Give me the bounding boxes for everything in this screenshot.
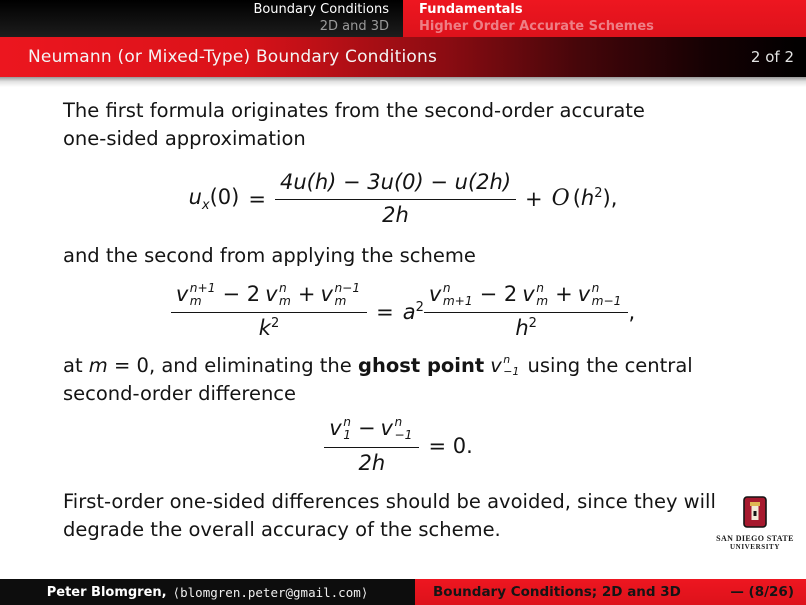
eq2-coefficient: $a^2$ bbox=[402, 299, 424, 324]
footer-deck-title: Boundary Conditions; 2D and 3D bbox=[433, 584, 681, 600]
equation-central-difference bbox=[63, 416, 743, 476]
equation-one-sided-approximation bbox=[63, 170, 743, 228]
title-bar-shadow bbox=[0, 77, 806, 87]
equals-sign: = bbox=[376, 299, 394, 324]
nav-section-boundary-conditions bbox=[0, 0, 403, 37]
paragraph-conclusion: First-order one-sided differences should be avoided, since they will degrade the overall accuracy of the scheme. bbox=[63, 489, 716, 541]
comma: , bbox=[628, 299, 636, 324]
equals-sign: = bbox=[248, 186, 266, 211]
eq1-lhs: $u_x(0)$ bbox=[188, 184, 240, 213]
nav-subsection-title: Higher Order Accurate Schemes bbox=[419, 19, 654, 34]
top-navigation-bar bbox=[0, 0, 806, 37]
footer-deck-section bbox=[415, 579, 806, 605]
sdsu-logo-text-line2: UNIVERSITY bbox=[730, 543, 780, 551]
frame-page-indicator: 2 of 2 bbox=[750, 48, 794, 66]
sdsu-logo-text-line1: SAN DIEGO STATE bbox=[716, 534, 794, 543]
eq2-lhs-fraction: v n+1 m − 2 v n m + v n−1 m $k^2$ bbox=[171, 282, 367, 342]
ghost-point-emphasis: ghost point bbox=[357, 353, 485, 377]
eq3-rhs: = 0. bbox=[428, 433, 473, 458]
inline-math-v-minus-1: v n −1 bbox=[490, 353, 520, 379]
sdsu-logo-icon bbox=[743, 496, 767, 528]
eq1-order-term: O $(h^2)$, bbox=[551, 186, 618, 212]
eq1-fraction: $\frac{4u(h) - 3u(0) - u(2h)}{2h}$ bbox=[275, 170, 516, 228]
footer-author-section bbox=[0, 579, 415, 605]
footer-page-number: — (8/26) bbox=[730, 584, 794, 600]
eq3-fraction: v n 1 − v n −1 2h bbox=[324, 416, 419, 476]
footer-bar bbox=[0, 579, 806, 605]
paragraph-scheme: and the second from applying the scheme bbox=[63, 243, 476, 267]
frame-title-bar bbox=[0, 37, 806, 77]
nav-section-fundamentals bbox=[403, 0, 806, 37]
frame-title: Neumann (or Mixed-Type) Boundary Conditions bbox=[28, 47, 437, 67]
paragraph-intro: The first formula originates from the second-order accurate one-sided approximation bbox=[63, 99, 645, 151]
nav-section-title: Fundamentals bbox=[419, 1, 523, 17]
nav-part-subtitle: 2D and 3D bbox=[319, 19, 389, 34]
nav-part-title: Boundary Conditions bbox=[253, 1, 389, 17]
sdsu-logo bbox=[712, 496, 798, 551]
eq2-rhs-fraction: v n m+1 − 2 v n m + v n m−1 $h^2$ bbox=[424, 282, 629, 342]
slide-body bbox=[0, 87, 806, 579]
footer-author-email: ⟨blomgren.peter@gmail.com⟩ bbox=[172, 584, 369, 600]
footer-author-name: Peter Blomgren, bbox=[46, 584, 167, 600]
paragraph-ghost-point: at m = 0, and eliminating the ghost point v n −1 using the central second-order difference bbox=[63, 353, 693, 405]
plus-sign: + bbox=[525, 186, 543, 211]
equation-scheme bbox=[63, 282, 743, 342]
